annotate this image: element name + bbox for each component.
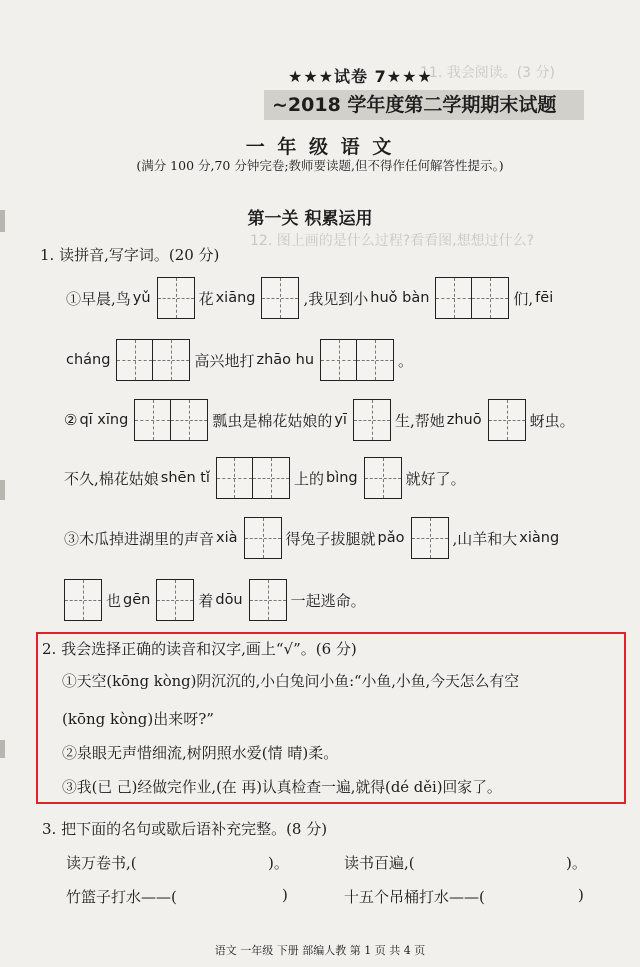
bleed-through-text-2: 12. 图上画的是什么过程?看看图,想想过什么? <box>250 233 535 249</box>
q1-text: 着 <box>198 591 214 610</box>
q1-line-5 <box>64 516 561 560</box>
q1-line-6 <box>60 578 366 622</box>
q1-text: 上的 <box>293 469 324 488</box>
q1-line-4 <box>64 456 466 500</box>
q2-item-1-cont[interactable]: (kōng kòng)出来呀?” <box>62 710 214 728</box>
writing-grid[interactable] <box>64 579 102 621</box>
q1-text: 不久,棉花姑娘 <box>64 469 159 488</box>
q3-blank-2-end: )。 <box>566 854 587 872</box>
writing-grid[interactable] <box>157 277 195 319</box>
writing-grid[interactable] <box>488 399 526 441</box>
q1-text: 。 <box>398 351 414 370</box>
writing-grid[interactable] <box>156 579 194 621</box>
pinyin: bìng <box>325 470 358 486</box>
pinyin: xiāng <box>215 290 256 306</box>
q1-text: 蚜虫。 <box>529 411 575 430</box>
writing-grid[interactable] <box>116 339 190 381</box>
q1-text: ,我见到小 <box>303 289 369 308</box>
pinyin: xià <box>216 530 238 546</box>
subject-title: 一 年 级 语 文 <box>245 136 395 158</box>
question-1-title: 1. 读拼音,写字词。(20 分) <box>40 246 220 264</box>
bleed-through-text-1: 11. 我会阅读。(3 分) <box>420 65 555 81</box>
pinyin: zhāo hu <box>256 352 315 368</box>
binding-edge-mark <box>0 740 5 758</box>
writing-grid[interactable] <box>244 517 282 559</box>
q1-text: 也 <box>106 591 122 610</box>
q1-line-1 <box>66 276 555 320</box>
q3-blank-1-end: )。 <box>268 854 289 872</box>
q1-text: ①早晨,鸟 <box>66 289 131 308</box>
pinyin: fēi <box>535 290 554 306</box>
q1-text: 一起逃命。 <box>290 591 366 610</box>
q2-item-2[interactable]: ②泉眼无声惜细流,树阴照水爱(情 晴)柔。 <box>62 744 339 762</box>
pinyin: gēn <box>123 592 151 608</box>
q1-text: 花 <box>198 289 214 308</box>
writing-grid[interactable] <box>249 579 287 621</box>
pinyin: yǔ <box>132 290 151 306</box>
pinyin: shēn tǐ <box>160 470 210 486</box>
q1-line-3 <box>64 398 575 442</box>
pinyin: xiàng <box>519 530 560 546</box>
pinyin: qī xīng <box>79 412 129 428</box>
q3-blank-1-start: 读万卷书,( <box>66 854 137 872</box>
q1-text: 就好了。 <box>405 469 466 488</box>
pinyin: dōu <box>215 592 243 608</box>
writing-grid[interactable] <box>320 339 394 381</box>
exam-paper-number: ★★★试卷 7★★★ <box>288 67 433 86</box>
q3-blank-4-start: 十五个吊桶打水——( <box>344 888 485 906</box>
q1-text: ③木瓜掉进湖里的声音 <box>64 529 215 548</box>
writing-grid[interactable] <box>435 277 509 319</box>
q1-line-2 <box>64 338 413 382</box>
q1-text: 得兔子拔腿就 <box>285 529 376 548</box>
writing-grid[interactable] <box>353 399 391 441</box>
q3-blank-3-end: ) <box>282 886 288 904</box>
question-2-title: 2. 我会选择正确的读音和汉字,画上“√”。(6 分) <box>42 640 357 658</box>
pinyin: zhuō <box>446 412 482 428</box>
q1-text: 瓢虫是棉花姑娘的 <box>212 411 333 430</box>
binding-edge-mark <box>0 480 5 500</box>
exam-instructions: (满分 100 分,70 分钟完卷;教师要读题,但不得作任何解答性提示。) <box>136 158 504 173</box>
writing-grid[interactable] <box>411 517 449 559</box>
q1-text: 生,帮她 <box>394 411 445 430</box>
pinyin: pǎo <box>377 530 405 546</box>
q3-blank-4-end: ) <box>578 886 584 904</box>
section-title: 第一关 积累运用 <box>247 209 373 229</box>
q1-text: 高兴地打 <box>194 351 255 370</box>
q3-blank-3-start: 竹篮子打水——( <box>66 888 177 906</box>
q2-item-3[interactable]: ③我(已 己)经做完作业,(在 再)认真检查一遍,就得(dé děi)回家了。 <box>62 779 502 796</box>
writing-grid[interactable] <box>216 457 290 499</box>
pinyin: huǒ bàn <box>370 290 430 306</box>
question-3-title: 3. 把下面的名句或歇后语补充完整。(8 分) <box>42 820 328 838</box>
q1-text: ② <box>64 411 78 429</box>
writing-grid[interactable] <box>134 399 208 441</box>
page-footer: 语文 一年级 下册 部编人教 第 1 页 共 4 页 <box>214 944 426 957</box>
q2-item-1[interactable]: ①天空(kōng kòng)阴沉沉的,小白兔问小鱼:“小鱼,小鱼,今天怎么有空 <box>62 673 519 690</box>
q3-blank-2-start: 读书百遍,( <box>344 854 415 872</box>
writing-grid[interactable] <box>261 277 299 319</box>
q1-text: ,山羊和大 <box>452 529 518 548</box>
pinyin: cháng <box>66 352 111 368</box>
q1-text: 们, <box>513 289 534 308</box>
pinyin: yī <box>334 412 347 428</box>
exam-title: ~2018 学年度第二学期期末试题 <box>264 90 584 120</box>
writing-grid[interactable] <box>364 457 402 499</box>
